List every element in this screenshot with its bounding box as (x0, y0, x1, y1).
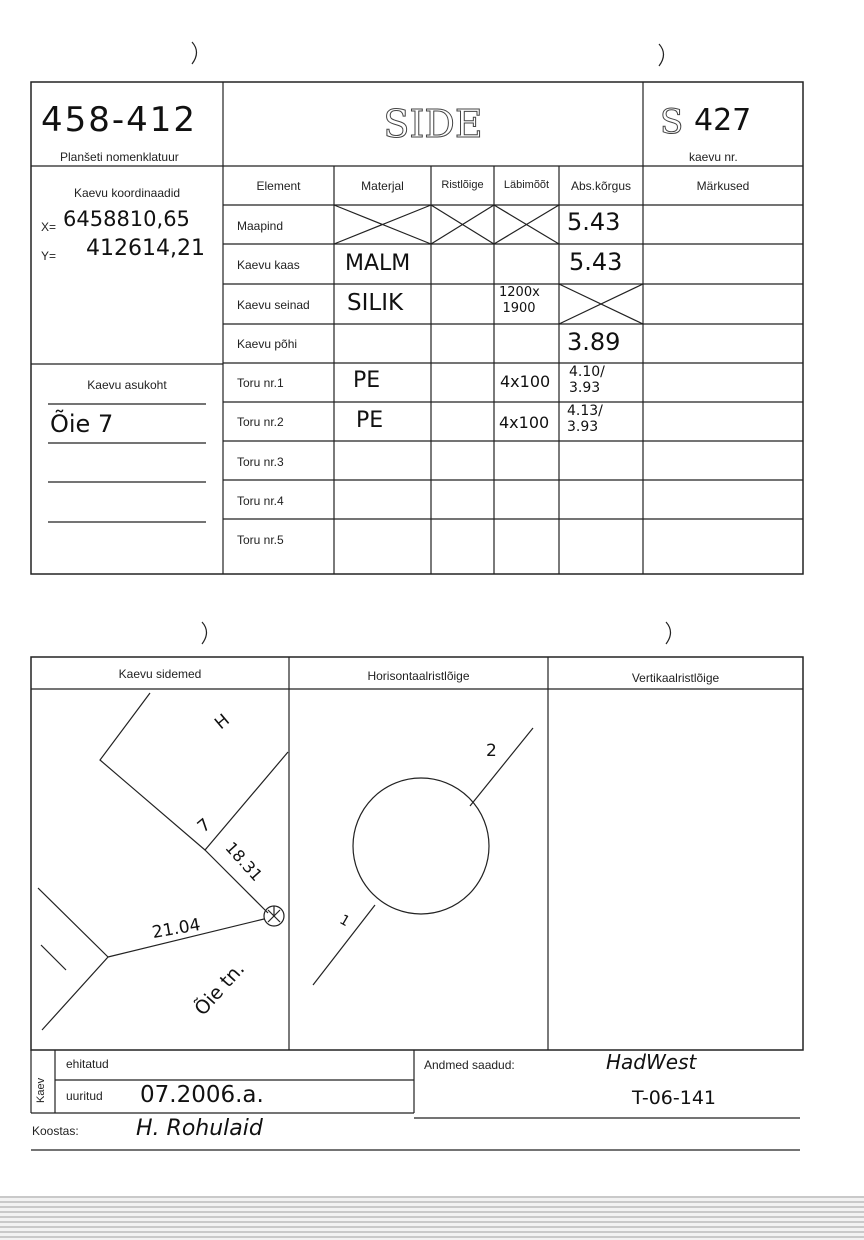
y-coordinate-label: Y= (41, 249, 57, 263)
row-label: Toru nr.5 (237, 533, 284, 547)
col-diameter: Läbimõõt (503, 179, 550, 191)
cell-height: 5.43 (567, 208, 621, 236)
well-number-prefix: S (660, 102, 684, 142)
form-title: SIDE (383, 102, 483, 146)
sketch-distance-1: 18.31 (221, 838, 267, 885)
panel-vertical-title: Vertikaalristlõige (631, 671, 720, 685)
row-label: Toru nr.1 (237, 376, 284, 390)
x-coordinate-label: X= (41, 220, 57, 234)
sketch-distance-2: 21.04 (150, 914, 203, 944)
compiled-label: Koostas: (32, 1124, 79, 1138)
cell-material: MALM (345, 251, 411, 276)
built-label: ehitatud (66, 1057, 109, 1071)
panel-connections-title: Kaevu sidemed (118, 667, 202, 681)
col-element: Element (256, 179, 301, 193)
cell-diameter: 4x100 (499, 413, 550, 432)
location-label: Kaevu asukoht (87, 378, 167, 392)
sketch-pipe-2-label: 2 (486, 741, 497, 761)
cell-height: 4.10/ 3.93 (569, 364, 605, 396)
sketch-label-h: H (211, 710, 234, 734)
cell-height: 3.89 (567, 328, 621, 356)
col-remarks: Märkused (696, 179, 750, 193)
cell-height: 4.13/ 3.93 (567, 403, 603, 435)
row-label: Toru nr.4 (237, 494, 284, 508)
nomenclature-value: 458-412 (41, 100, 198, 140)
footer-vertical-label: Kaev (35, 1077, 47, 1103)
row-label: Kaevu seinad (237, 298, 310, 312)
y-coordinate-value: 412614,21 (86, 236, 205, 261)
sketch-label-seven: 7 (193, 814, 215, 838)
cell-height: 5.43 (569, 248, 623, 276)
data-source-value: T-06-141 (632, 1087, 717, 1109)
surveyed-value: 07.2006.a. (140, 1082, 264, 1108)
cell-material: PE (356, 408, 384, 433)
location-value: Õie 7 (50, 410, 114, 438)
x-coordinate-value: 6458810,65 (63, 207, 190, 231)
nomenclature-label: Planšeti nomenklatuur (60, 150, 179, 164)
cell-diameter: 4x100 (500, 372, 551, 391)
row-label: Toru nr.3 (237, 455, 284, 469)
cell-diameter: 1200x 1900 (499, 285, 540, 316)
row-label: Kaevu kaas (237, 258, 300, 272)
well-number-label: kaevu nr. (689, 150, 738, 164)
col-abs-height: Abs.kõrgus (570, 179, 632, 193)
col-cross-section: Ristlõige (441, 179, 484, 191)
cell-material: PE (353, 368, 381, 393)
data-source-label: Andmed saadud: (424, 1058, 515, 1072)
scan-edge-bars (0, 1196, 864, 1240)
cell-material: SILIK (347, 290, 404, 316)
surveyed-label: uuritud (66, 1089, 103, 1103)
row-label: Toru nr.2 (237, 415, 284, 429)
sketch-street-label: Õie tn. (190, 958, 250, 1020)
row-label: Maapind (237, 219, 284, 233)
data-source-signature: HadWest (606, 1050, 697, 1074)
compiled-value: H. Rohulaid (136, 1116, 263, 1141)
well-number-value: 427 (694, 103, 752, 138)
sketch-pipe-1-label: 1 (336, 911, 353, 931)
coordinates-label: Kaevu koordinaadid (73, 186, 181, 200)
col-material: Materjal (361, 179, 404, 193)
panel-horizontal-title: Horisontaalristlõige (367, 669, 470, 683)
row-label: Kaevu põhi (237, 337, 298, 351)
